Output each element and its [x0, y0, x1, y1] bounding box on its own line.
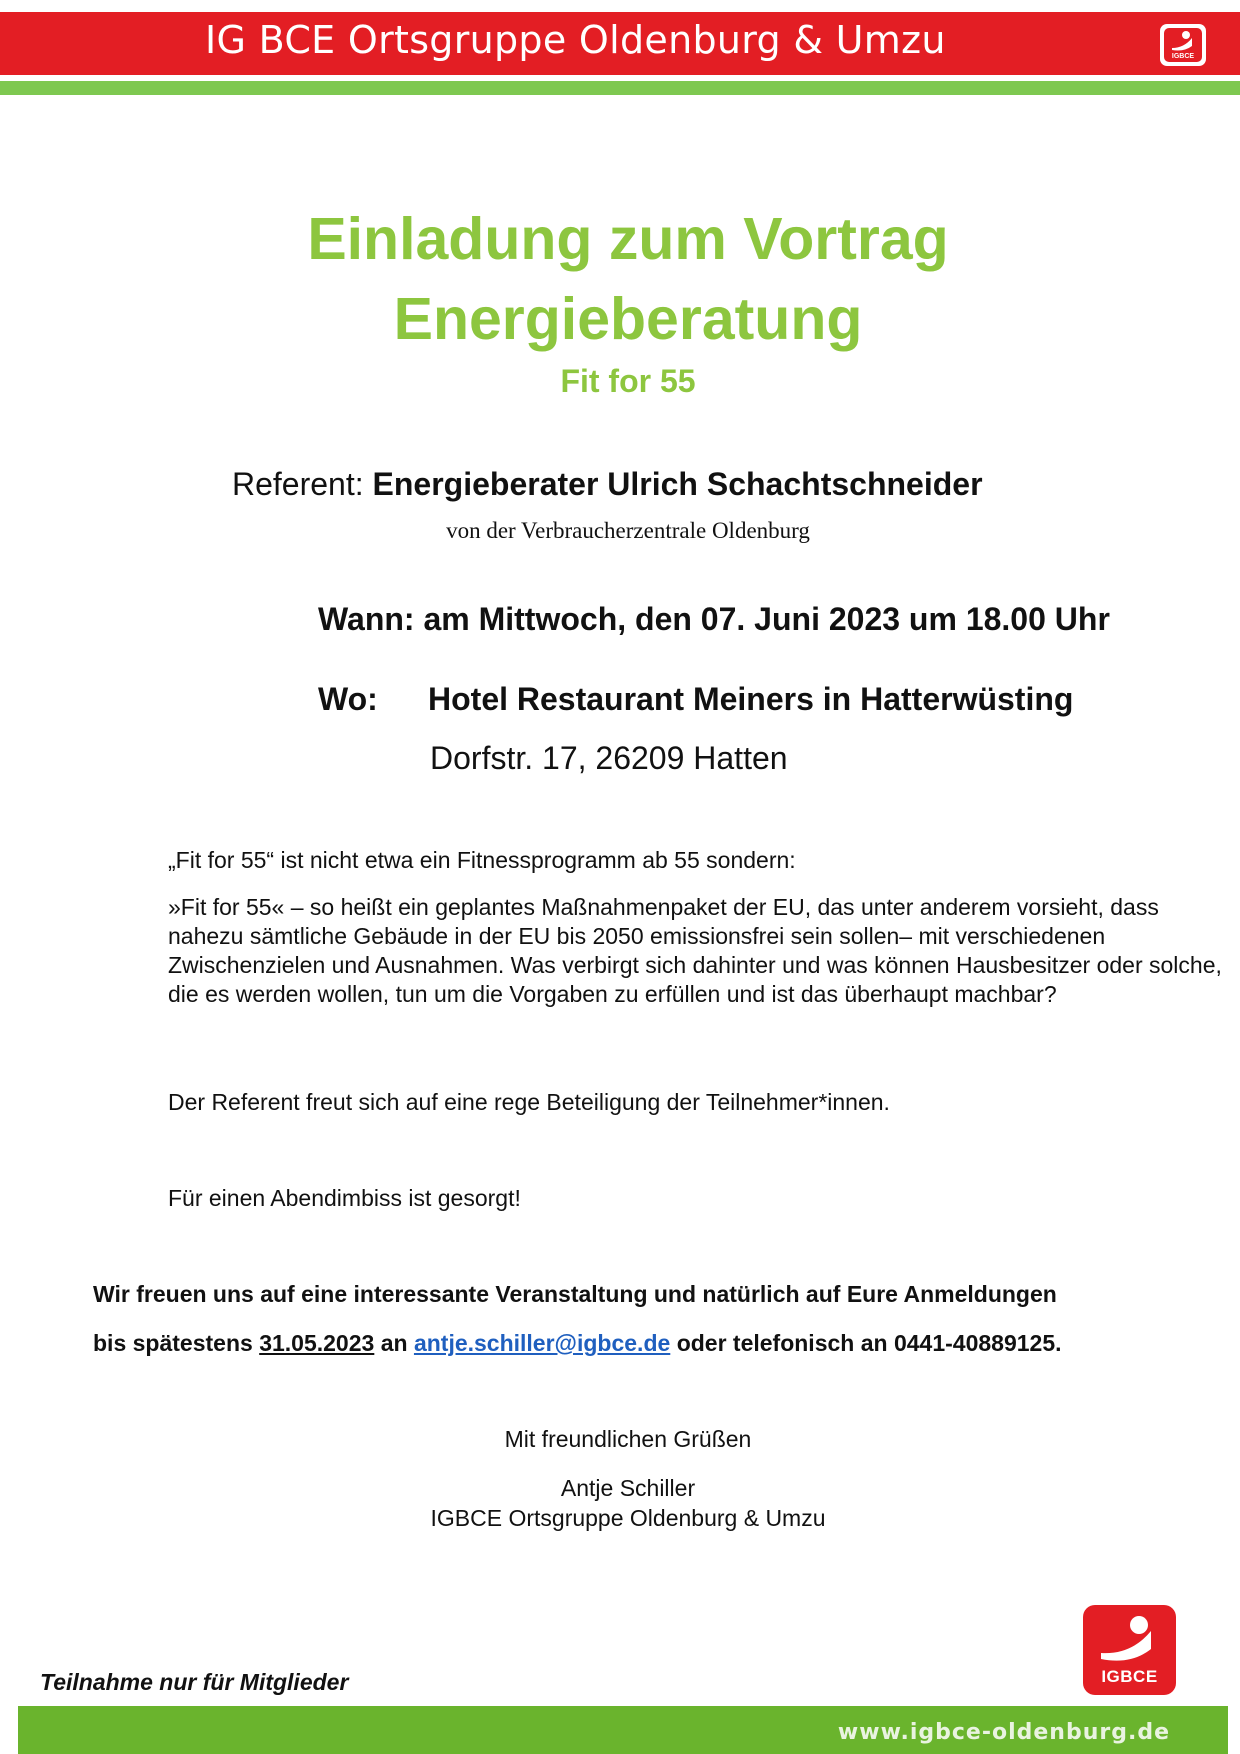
signature-greeting: Mit freundlichen Grüßen — [504, 1426, 752, 1452]
closing-line-2 — [93, 1330, 1062, 1357]
body-intro: „Fit for 55“ ist nicht etwa ein Fitnessprogramm ab 55 sondern: — [168, 847, 796, 873]
title-line-1: Einladung zum Vortrag — [307, 206, 949, 272]
closing-suffix: oder telefonisch an 0441-40889125. — [676, 1330, 1062, 1356]
event-where-label: Wo: — [318, 681, 378, 717]
contact-email-link[interactable]: antje.schiller@igbce.de — [413, 1330, 671, 1356]
closing-prefix: bis spätestens — [93, 1330, 253, 1356]
registration-deadline: 31.05.2023 — [259, 1330, 375, 1356]
event-where-place: Hotel Restaurant Meiners in Hatterwüsting — [428, 681, 1074, 717]
signature-name: Antje Schiller — [560, 1475, 696, 1501]
footer-url-link[interactable]: www.igbce-oldenburg.de — [837, 1720, 1170, 1745]
speaker-name: Energieberater Ulrich Schachtschneider — [372, 466, 983, 502]
closing-mid: an — [380, 1330, 408, 1356]
header-title: IG BCE Ortsgruppe Oldenburg & Umzu — [205, 18, 946, 62]
body-description: »Fit for 55« – so heißt ein geplantes Maßnahmenpaket der EU, das unter anderem vorsieht, dass nahezu sämtliche Gebäude in der EU bis 2050 emissionsfrei sein sollen– mit verschiedenen Zwischenzielen und Ausnahmen. Was verbirgt sich dahinter und was können Hausbesitzer oder solche, die es werden wollen, tun um die Vorgaben zu erfüllen und ist das überhaupt machbar? — [168, 894, 1222, 1007]
body-referent-note: Der Referent freut sich auf eine rege Beteiligung der Teilnehmer*innen. — [168, 1089, 890, 1115]
header-divider — [0, 75, 1240, 80]
igbce-logo-icon — [1160, 24, 1206, 66]
header-green-stripe — [0, 81, 1240, 95]
signature-organization: IGBCE Ortsgruppe Oldenburg & Umzu — [430, 1505, 826, 1531]
speaker-organization: von der Verbraucherzentrale Oldenburg — [446, 518, 810, 543]
title-line-2: Energieberatung — [393, 286, 863, 352]
event-when: Wann: am Mittwoch, den 07. Juni 2023 um 18.00 Uhr — [318, 601, 1110, 637]
header-logo-text: IGBCE — [1171, 53, 1195, 60]
speaker-label: Referent: — [232, 466, 364, 502]
members-only-note: Teilnahme nur für Mitglieder — [40, 1669, 349, 1695]
closing-line-1: Wir freuen uns auf eine interessante Veranstaltung und natürlich auf Eure Anmeldungen — [93, 1281, 1057, 1307]
event-where-address: Dorfstr. 17, 26209 Hatten — [430, 740, 788, 776]
subtitle: Fit for 55 — [560, 363, 696, 399]
speaker-line — [232, 466, 983, 503]
body-snack-note: Für einen Abendimbiss ist gesorgt! — [168, 1185, 521, 1211]
igbce-logo-icon-large — [1083, 1605, 1176, 1695]
footer-logo-text: IGBCE — [1101, 1667, 1158, 1686]
